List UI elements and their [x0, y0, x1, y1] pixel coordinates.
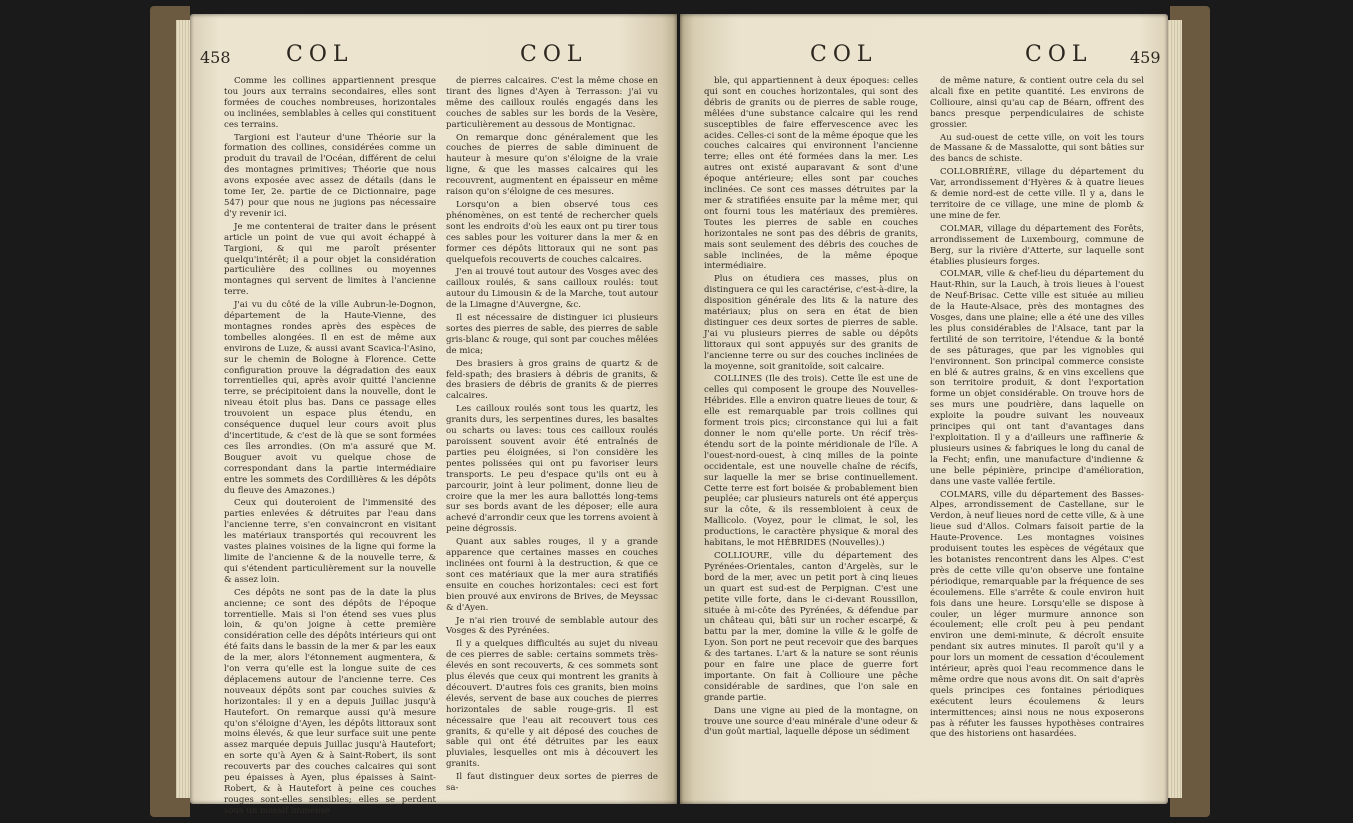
paragraph: Quant aux sables rouges, il y a grande apparence que certaines masses en couches inclinées ont fourni à la destruction, & que ce sont ces matériaux que la mer aura stratifiés ensuite en couches horizontales: ceci est fort bien prouvé aux environs de Brives, de Meyssac & d'Ayen.	[446, 537, 658, 613]
paragraph: Je n'ai rien trouvé de semblable autour des Vosges & des Pyrénées.	[446, 615, 658, 637]
left-page	[190, 14, 677, 816]
paragraph: COLLINES (Ile des trois). Cette île est une de celles qui composent le groupe des Nouvelles-Hébrides. Elle a environ quatre lieues de tour, & elle est remarquable par trois collines qui forment trois pics; circonstance qui lui a fait donner le nom qu'elle porte. Un récif très-étendu sort de la pointe méridionale de l'île. A l'ouest-nord-ouest, à cinq milles de la pointe occidentale, est une nouvelle chaîne de récifs, sur laquelle la mer se brise continuellement. Cette terre est fort boisée & probablement bien peuplée; car plusieurs naturels ont été apperçus sur la côte, & ils ressembloient à ceux de Mallicolo. (Voyez, pour le climat, le sol, les productions, le caractère physique & moral des habitans, le mot HÉBRIDES (Nouvelles).)	[704, 374, 918, 549]
paragraph: COLLIOURE, ville du département des Pyrénées-Orientales, canton d'Argelès, sur le bord de la mer, avec un petit port à cinq lieues un quart est sud-est de Perpignan. C'est une petite ville forte, dans le ci-devant Roussillon, située à mi-côte des Pyrénées, & défendue par un château qui, bâti sur un rocher escarpé, & battu par la mer, domine la ville & le golfe de Lyon. Son port ne peut recevoir que des barques & des tartanes. L'art & la nature se sont réunis pour en faire une place de guerre fort importante. On fait à Collioure une pêche considérable de sardines, que l'on sale en grande partie.	[704, 550, 918, 703]
paragraph: COLMAR, village du département des Forêts, arrondissement de Luxembourg, commune de Berg, sur la rivière d'Atterte, sur laquelle sont établies plusieurs forges.	[930, 223, 1144, 267]
right-header-right: COL	[1025, 42, 1093, 67]
paragraph: Il y a quelques difficultés au sujet du niveau de ces pierres de sable: certains sommets très-élevés en sont recouverts, & ces sommets sont plus élevés que ceux qui montrent les granits à découvert. D'autres fois ces granits, bien moins élevés, servent de base aux couches de pierres horizontales de sable rouge-gris. Il est nécessaire que l'eau ait recouvert tous ces granits, & qu'elle y ait déposé des couches de sable qui ont été détruites par les eaux pluviales, lesquelles ont mis à découvert les granits.	[446, 639, 658, 770]
paragraph: Comme les collines appartiennent presque tou jours aux terrains secondaires, elles sont formées de couches nombreuses, horizontales ou inclinées, semblables à celles qui constituent ces terrains.	[224, 76, 436, 130]
paragraph: Il faut distinguer deux sortes de pierres de sa-	[446, 772, 658, 794]
right-column-2	[930, 76, 1144, 806]
paragraph: COLMARS, ville du département des Basses-Alpes, arrondissement de Castellane, sur le Verdon, à neuf lieues nord de cette ville, & à une lieue sud d'Allos. Colmars faisoit partie de la Haute-Provence. Les montagnes voisines produisent toutes les espèces de végétaux que les botanistes rencontrent dans les Alpes. C'est près de cette ville qu'on observe une fontaine périodique, remarquable par la fréquence de ses écoulemens. Elle s'arrête & coule environ huit fois dans une heure. Lorsqu'elle se dispose à couler, un léger murmure annonce son écoulement; elle croît peu à peu pendant environ une demi-minute, & décroît ensuite pendant six autres minutes. Il paroît qu'il y a pour lors un moment de cessation d'écoulement intérieur, après quoi l'eau recommence dans le même ordre que nous avons dit. On sait d'après quels principes ces fontaines périodiques exécutent leurs écoulemens & leurs intermittences; ainsi nous ne nous exposerons pas à réfuter les fausses hypothèses contraires que des historiens ont hasardées.	[930, 489, 1144, 740]
paragraph: Lorsqu'on a bien observé tous ces phénomènes, on est tenté de rechercher quels sont les endroits d'où les eaux ont pu tirer tous ces sables pour les voiturer dans la mer & en former ces dépôts littoraux qui ne sont pas quelquefois recouverts de couches calcaires.	[446, 199, 658, 265]
paragraph: J'en ai trouvé tout autour des Vosges avec des cailloux roulés, & sans cailloux roulés: tout autour du Limousin & de la Marche, tout autour de la Limagne d'Auvergne, &c.	[446, 267, 658, 311]
paragraph: de pierres calcaires. C'est la même chose en tirant des lignes d'Ayen à Terrasson: j'ai vu même des cailloux roulés engagés dans les couches de sables sur les bords de la Vesère, particulièrement au dessous de Montignac.	[446, 76, 658, 130]
left-column-1	[224, 76, 436, 816]
right-page-number: 459	[1130, 48, 1161, 67]
paragraph: Les cailloux roulés sont tous les quartz, les granits durs, les serpentines dures, les basaltes ou scharts ou laves: tous ces cailloux roulés paroissent souvent avoir été entraînés de parties peu éloignées, si l'on considère les pentes polissées qui ont pu favoriser leurs transports. Le peu d'espace qu'ils ont eu à parcourir, joint à leur poliment, donne lieu de croire que la mer les aura ballottés long-tems sur ses bords avant de les déposer; elle aura achevé d'arrondir ceux que les torrens avoient à peine dégrossis.	[446, 404, 658, 535]
left-page-number: 458	[200, 48, 231, 67]
paragraph: Targioni est l'auteur d'une Théorie sur la formation des collines, considérées comme un produit du travail de l'Océan, différent de celui des montagnes primitives; Théorie que nous avons exposée avec assez de détails (dans le tome Ier, 2e. partie de ce Dictionnaire, page 547) pour que nous ne jugions pas nécessaire d'y revenir ici.	[224, 132, 436, 219]
paragraph: J'ai vu du côté de la ville Aubrun-le-Dognon, département de la Haute-Vienne, des montagnes rondes après des espèces de tombelles alongées. Il en est de même aux environs de Luze, & aussi avant Scavica-l'Asino, sur le chemin de Bologne à Florence. Cette configuration prouve la dégradation des eaux torrentielles qui, après avoir quitté l'ancienne terre, se précipitoient dans la nouvelle, dont le niveau étoit plus bas. Dans ce passage elles trouvoient un espace plus étendu, en conséquence duquel leur cours avoit plus d'incertitude, & c'est de là que se sont formées ces îles arrondies. (On m'a assuré que M. Bouguer avoit vu quelque chose de correspondant dans la partie intermédiaire entre les sommets des Cordillières & les dépôts du fleuve des Amazones.)	[224, 300, 436, 496]
right-column-1	[704, 76, 918, 806]
paragraph: On remarque donc généralement que les couches de pierres de sable diminuent de hauteur à mesure qu'on s'éloigne de la vraie ligne, & que les masses calcaires qui les recouvrent, augmentent en épaisseur en même raison qu'on s'éloigne de ces mesures.	[446, 132, 658, 198]
paragraph: Ceux qui douteroient de l'immensité des parties enlevées & détruites par l'eau dans l'ancienne terre, s'en convaincront en visitant les matériaux transportés qui recouvrent les vastes plaines voisines de la ligne qui forme la limite de l'ancienne & de la nouvelle terre, & qui s'étendent particulièrement sur la nouvelle & assez loin.	[224, 498, 436, 585]
page-edges-right	[1168, 20, 1182, 798]
paragraph: Plus on étudiera ces masses, plus on distinguera ce qui les caractérise, c'est-à-dire, la disposition générale des lits & la nature des matériaux; plus on sera en état de bien distinguer ces deux sortes de pierres de sable. J'ai vu plusieurs pierres de sable ou dépôts littoraux qui sont appuyés sur des granits de l'ancienne terre ou sur des couches inclinées de la moyenne, soit granitoïde, soit calcaire.	[704, 274, 918, 372]
paragraph: COLMAR, ville & chef-lieu du département du Haut-Rhin, sur la Lauch, à trois lieues à l'ouest de Neuf-Brisac. Cette ville est située au milieu de la Haute-Alsace, près des montagnes des Vosges, dans une plaine; elle a été une des villes les plus considérables de l'Alsace, tant par la fertilité de son territoire, l'étendue & la bonté de ses pâturages, que par les vignobles qui l'environnent. Son principal commerce consiste en blé & autres grains, & en vins excellens que son territoire produit, & dont l'exportation forme un objet considérable. On trouve hors de ses murs une poudrière, dans laquelle on exploite la poudre suivant les nouveaux principes qui ont tant d'avantages dans l'exploitation. Il y a d'ailleurs une raffinerie & plusieurs usines & fabriques le long du canal de la Fecht; enfin, une manufacture d'indienne & une belle pépinière, principe d'amélioration, dans une vaste vallée fertile.	[930, 269, 1144, 487]
paragraph: ble, qui appartiennent à deux époques: celles qui sont en couches horizontales, qui sont des débris de granits ou de pierres de sable rouge, mêlées d'une substance calcaire qui les rend susceptibles de faire effervescence avec les acides. Celles-ci sont de la même époque que les couches calcaires qui environnent l'ancienne terre; elles ont été formées dans la mer. Les autres ont existé auparavant & sont d'une époque antérieure; elles sont par couches inclinées. Ce sont ces masses détruites par la mer & stratifiées ensuite par la même mer, qui ont fourni tous les matériaux des premières. Toutes les pierres de sable en couches horizontales ne sont pas des débris de granits, mais sont seulement des débris des couches de sable inclinées, de la même époque intermédiaire.	[704, 76, 918, 272]
right-page	[680, 14, 1168, 804]
left-header-left: COL	[286, 42, 354, 67]
paragraph: Il est nécessaire de distinguer ici plusieurs sortes des pierres de sable, des pierres de sable gris-blanc & rouge, qui sont par couches mêlées de mica;	[446, 313, 658, 356]
left-header-right: COL	[520, 42, 588, 67]
paragraph: Dans une vigne au pied de la montagne, on trouve une source d'eau minérale d'une odeur & d'un goût martial, laquelle dépose un sédiment	[704, 705, 918, 738]
paragraph: Au sud-ouest de cette ville, on voit les tours de Massane & de Massalotte, qui sont bâties sur des bancs de schiste.	[930, 132, 1144, 165]
right-header-left: COL	[810, 42, 878, 67]
paragraph: COLLOBRIÈRE, village du département du Var, arrondissement d'Hyères & à quatre lieues & demie nord-est de cette ville. Il y a, dans le territoire de ce village, une mine de plomb & une mine de fer.	[930, 167, 1144, 221]
page-edges-left	[176, 20, 190, 798]
left-column-2	[446, 76, 658, 806]
paragraph: Ces dépôts ne sont pas de la date la plus ancienne; ce sont des dépôts de l'époque torrentielle. Mais si l'on étend ses vues plus loin, & qu'on joigne à cette première considération celle des dépôts intérieurs qui ont été faits dans le bassin de la mer & par les eaux de la mer, alors l'étonnement augmentera, & l'on verra qu'elle est la longue suite de ces déplacemens autour de l'ancienne terre. Ces nouveaux dépôts sont par couches suivies & horizontales: il y en a depuis Juillac jusqu'à Hautefort. On remarque aussi qu'à mesure qu'on s'éloigne d'Ayen, les dépôts littoraux sont moins élevés, & que leur surface suit une pente assez marquée depuis Juillac jusqu'à Hautefort; en sorte qu'à Ayen & à Saint-Robert, ils sont recouverts par des couches calcaires qui sont peu épaisses à Ayen, plus épaisses à Saint-Robert, & à Hautefort à peine ces couches rouges sont-elles sensibles; elles se perdent sous un massif immense	[224, 587, 436, 816]
paragraph: Des brasiers à gros grains de quartz & de feld-spath; des brasiers à débris de granits, & des brasiers de débris de granits & de pierres calcaires.	[446, 358, 658, 402]
paragraph: Je me contenterai de traiter dans le présent article un point de vue qui avoit échappé à Targioni, & qui me paroît présenter quelqu'intérêt; il a pour objet la considération particulière des collines ou moyennes montagnes qui servent de limites à l'ancienne terre.	[224, 221, 436, 298]
paragraph: de même nature, & contient outre cela du sel alcali fixe en petite quantité. Les environs de Collioure, ainsi qu'au cap de Béarn, offrent des bancs presque perpendiculaires de schiste grossier.	[930, 76, 1144, 130]
